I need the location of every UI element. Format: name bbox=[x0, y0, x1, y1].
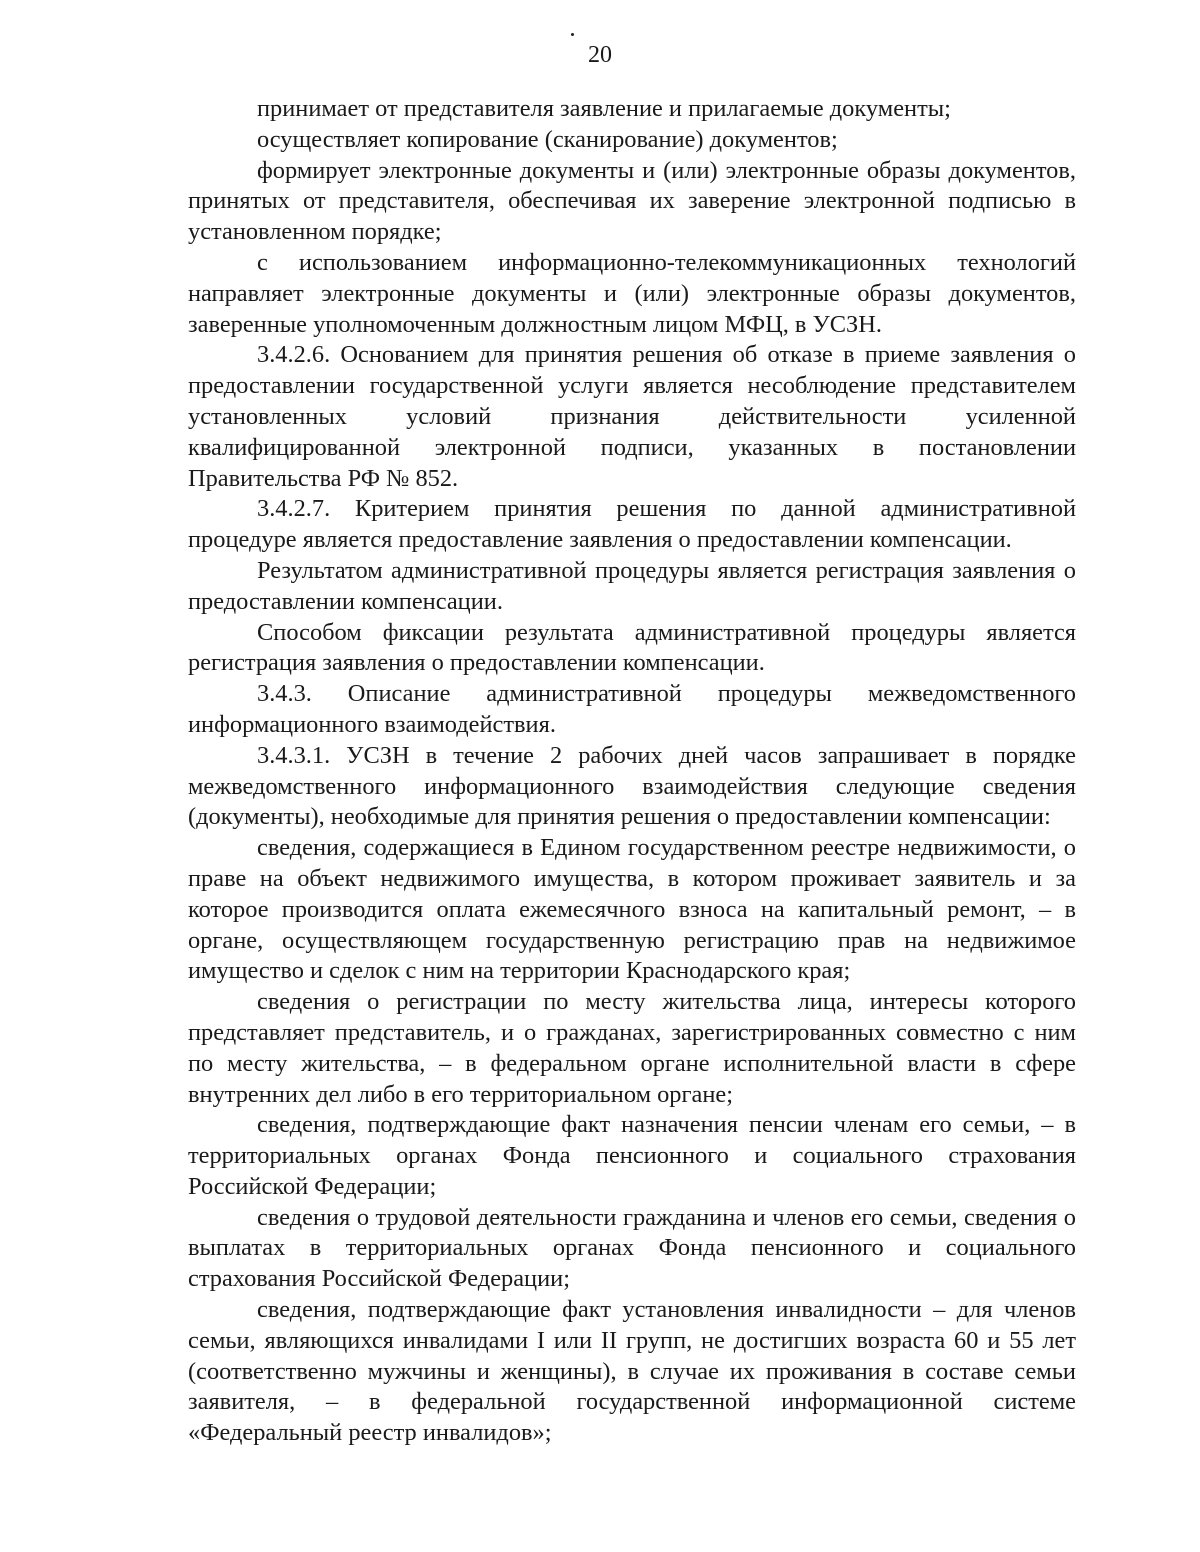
paragraph: 3.4.2.7. Критерием принятия решения по данной административной процедуре является предоставление заявления о предоставлении компенсации. bbox=[188, 495, 1076, 554]
paragraph: сведения о трудовой деятельности гражданина и членов его семьи, сведения о выплатах в территориальных органах Фонда пенсионного и социального страхования Российской Федерации; bbox=[188, 1203, 1076, 1293]
body-text bbox=[188, 94, 1076, 1449]
page-number: 20 bbox=[588, 42, 612, 68]
paragraph: принимает от представителя заявление и прилагаемые документы; bbox=[257, 95, 951, 122]
paragraph: сведения, подтверждающие факт назначения пенсии членам его семьи, – в территориальных органах Фонда пенсионного и социального страхования Российской Федерации; bbox=[188, 1111, 1076, 1200]
paragraph: сведения, содержащиеся в Едином государственном реестре недвижимости, о праве на объект недвижимого имущества, в котором проживает заявитель и за которое производится оплата ежемесячного взноса на капитальный ремонт, – в органе, осуществляющем государственную регистрацию прав на недвижимое имущество и сделок с ним на территории Краснодарского края; bbox=[188, 834, 1076, 985]
paragraph: сведения о регистрации по месту жительства лица, интересы которого представляет представитель, и о гражданах, зарегистрированных совместно с ним по месту жительства, – в федеральном органе исполнительной власти в сфере внутренних дел либо в его территориальном органе; bbox=[188, 988, 1076, 1108]
paragraph: Способом фиксации результата административной процедуры является регистрация заявления о предоставлении компенсации. bbox=[188, 618, 1076, 677]
paragraph: сведения, подтверждающие факт установления инвалидности – для членов семьи, являющихся инвалидами I или II групп, не достигших возраста 60 и 55 лет (соответственно мужчины и женщины), в случае их проживания в составе семьи заявителя, – в федеральной государственной информационной системе «Федеральный реестр инвалидов»; bbox=[188, 1296, 1076, 1447]
paragraph: 3.4.3.1. УСЗН в течение 2 рабочих дней часов запрашивает в порядке межведомственного информационного взаимодействия следующие сведения (документы), необходимые для принятия решения о предоставлении компенсации: bbox=[188, 741, 1076, 831]
paragraph: осуществляет копирование (сканирование) документов; bbox=[257, 125, 838, 153]
paragraph: формирует электронные документы и (или) электронные образы документов, принятых от представителя, обеспечивая их заверение электронной подписью в установленном порядке; bbox=[188, 156, 1076, 246]
paragraph: Результатом административной процедуры является регистрация заявления о предоставлении компенсации. bbox=[188, 556, 1076, 615]
paragraph: с использованием информационно-телекоммуникационных технологий направляет электронные документы и (или) электронные образы документов, заверенные уполномоченным должностным лицом МФЦ, в УСЗН. bbox=[188, 248, 1076, 338]
scan-speck bbox=[571, 33, 574, 36]
paragraph: 3.4.3. Описание административной процедуры межведомственного информационного взаимодействия. bbox=[188, 680, 1076, 738]
paragraph: 3.4.2.6. Основанием для принятия решения об отказе в приеме заявления о предоставлении государственной услуги является несоблюдение представителем установленных условий признания действительности усиленной квалифицированной электронной подписи, указанных в постановлении Правительства РФ № 852. bbox=[188, 341, 1076, 492]
